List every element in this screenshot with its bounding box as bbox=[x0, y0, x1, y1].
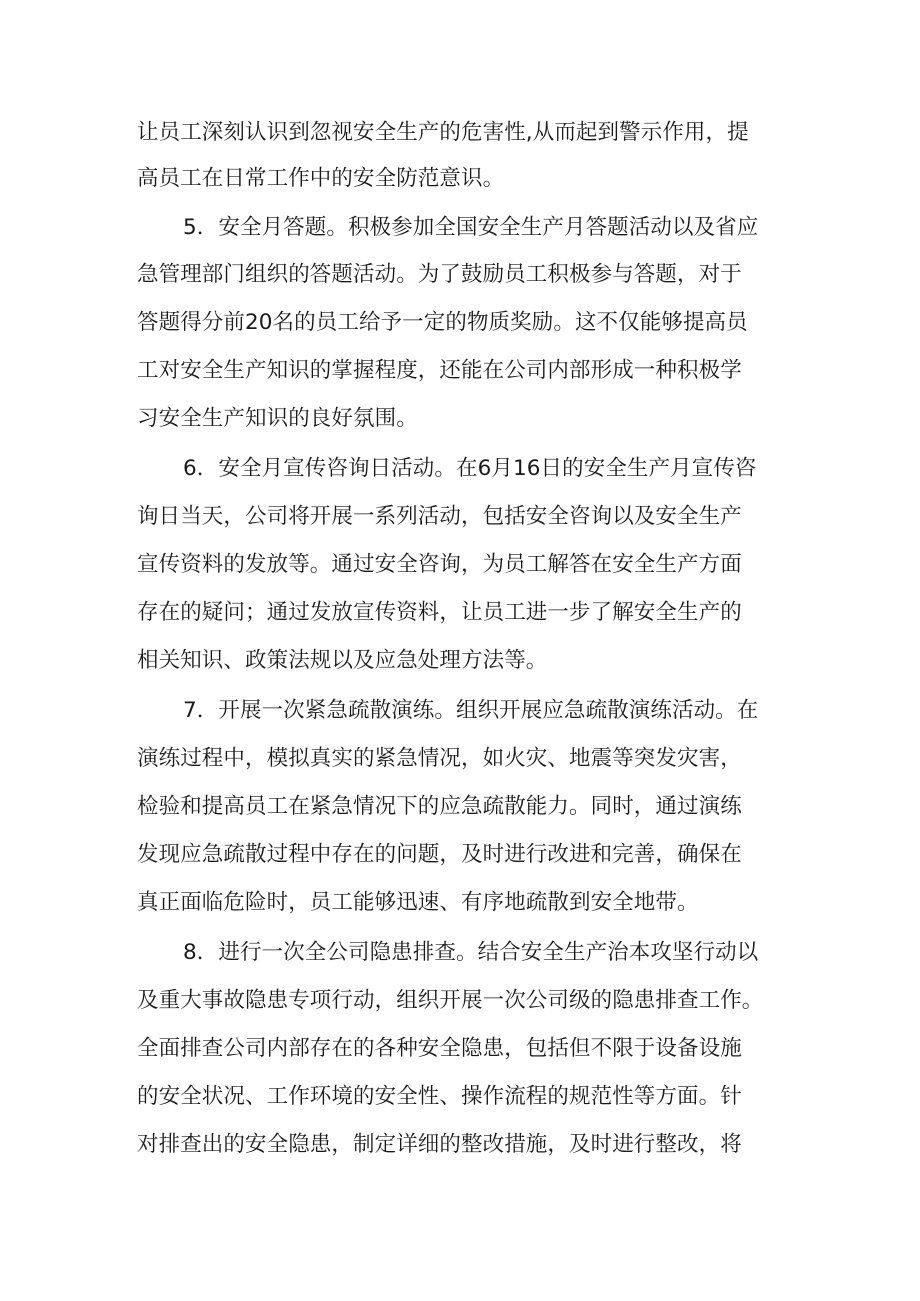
text-line: 演练过程中，模拟真实的紧急情况，如火灾、地震等突发灾害， bbox=[137, 746, 742, 771]
text-line: 让员工深刻认识到忽视安全生产的危害性,从而起到警示作用，提 bbox=[137, 120, 749, 145]
text-line: 急管理部门组织的答题活动。为了鼓励员工积极参与答题，对于 bbox=[137, 262, 742, 287]
text-line: 存在的疑问；通过发放宣传资料，让员工进一步了解安全生产的 bbox=[137, 600, 742, 625]
text-line: 宣传资料的发放等。通过安全咨询，为员工解答在安全生产方面 bbox=[137, 552, 742, 577]
text-line: 及重大事故隐患专项行动，组织开展一次公司级的隐患排查工作。 bbox=[137, 988, 764, 1013]
text-line: 发现应急疏散过程中存在的问题，及时进行改进和完善，确保在 bbox=[137, 842, 742, 867]
text-line: 询日当天，公司将开展一系列活动，包括安全咨询以及安全生产 bbox=[137, 504, 742, 529]
text-line: 工对安全生产知识的掌握程度，还能在公司内部形成一种积极学 bbox=[137, 358, 742, 383]
text-line: 检验和提高员工在紧急情况下的应急疏散能力。同时，通过演练 bbox=[137, 794, 742, 819]
paragraph-start-5: 5．安全月答题。积极参加全国安全生产月答题活动以及省应 bbox=[183, 215, 759, 240]
text-line: 相关知识、政策法规以及应急处理方法等。 bbox=[137, 648, 548, 673]
paragraph-start-8: 8．进行一次全公司隐患排查。结合安全生产治本攻坚行动以 bbox=[183, 940, 759, 965]
text-line: 答题得分前20名的员工给予一定的物质奖励。这不仅能够提高员 bbox=[137, 310, 748, 335]
text-line: 对排查出的安全隐患，制定详细的整改措施，及时进行整改，将 bbox=[137, 1132, 742, 1157]
text-line: 真正面临危险时，员工能够迅速、有序地疏散到安全地带。 bbox=[137, 890, 699, 915]
text-line: 的安全状况、工作环境的安全性、操作流程的规范性等方面。针 bbox=[137, 1084, 742, 1109]
text-line: 高员工在日常工作中的安全防范意识。 bbox=[137, 166, 505, 191]
text-line: 习安全生产知识的良好氛围。 bbox=[137, 406, 418, 431]
paragraph-start-6: 6．安全月宣传咨询日活动。在6月16日的安全生产月宣传咨 bbox=[183, 456, 757, 481]
text-line: 全面排查公司内部存在的各种安全隐患，包括但不限于设备设施 bbox=[137, 1036, 742, 1061]
paragraph-start-7: 7．开展一次紧急疏散演练。组织开展应急疏散演练活动。在 bbox=[183, 698, 759, 723]
